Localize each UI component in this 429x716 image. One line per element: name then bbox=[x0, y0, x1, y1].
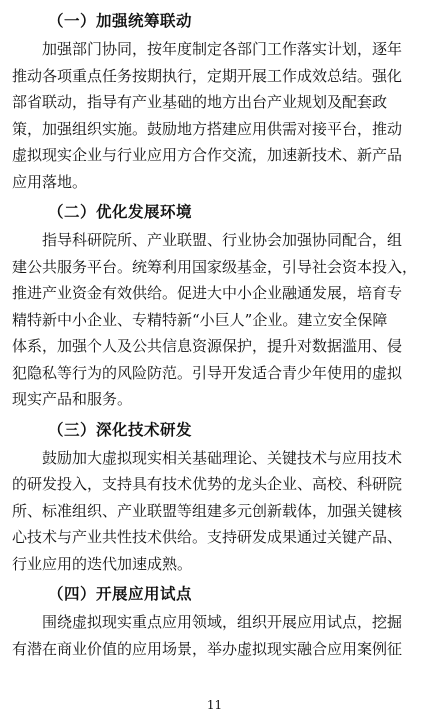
paragraph-line: 部省联动，指导有产业基础的地方出台产业规划及配套政 bbox=[12, 93, 388, 111]
section-1 bbox=[12, 6, 417, 195]
section-4 bbox=[12, 579, 417, 662]
section-heading: （一）加强统筹联动 bbox=[48, 12, 193, 30]
paragraph-line: 指导科研院所、产业联盟、行业协会加强协同配合，组 bbox=[42, 231, 403, 249]
section-2 bbox=[12, 197, 417, 413]
paragraph-line: 建公共服务平台。统筹利用国家级基金，引导社会资本投入， bbox=[12, 257, 417, 276]
paragraph-line: 所、标准组织、产业联盟等组建多元创新载体，加强关键核 bbox=[12, 501, 403, 520]
paragraph-line: 加强部门协同，按年度制定各部门工作落实计划，逐年 bbox=[42, 40, 403, 58]
section-paragraph bbox=[12, 36, 417, 195]
paragraph-line: 推进产业资金有效供给。促进大中小企业融通发展，培育专 bbox=[12, 284, 403, 302]
paragraph-line: 的研发投入，支持具有技术优势的龙头企业、高校、科研院 bbox=[12, 475, 403, 493]
paragraph-line: 犯隐私等行为的风险防范。引导开发适合青少年使用的虚拟 bbox=[12, 363, 403, 382]
section-paragraph bbox=[12, 227, 417, 413]
paragraph-line: 应用落地。 bbox=[12, 172, 88, 191]
paragraph-line: 有潜在商业价值的应用场景，举办虚拟现实融合应用案例征 bbox=[12, 639, 403, 658]
paragraph-line: 心技术与产业共性技术供给。支持研发成果通过关键产品、 bbox=[12, 528, 403, 546]
section-paragraph bbox=[12, 445, 417, 578]
paragraph-line: 推动各项重点任务按期执行，定期开展工作成效总结。强化 bbox=[12, 66, 403, 85]
paragraph-line: 体系，加强个人及公共信息资源保护，提升对数据滥用、侵 bbox=[12, 337, 403, 355]
paragraph-line: 现实产品和服务。 bbox=[12, 390, 133, 408]
paragraph-line: 策，加强组织实施。鼓励地方搭建应用供需对接平台，推动 bbox=[12, 119, 403, 138]
section-heading: （二）优化发展环境 bbox=[48, 203, 193, 221]
section-heading: （三）深化技术研发 bbox=[48, 420, 193, 439]
section-paragraph bbox=[12, 609, 417, 662]
paragraph-line: 精特新中小企业、专精特新“小巨人”企业。建立安全保障 bbox=[12, 310, 388, 329]
paragraph-line: 虚拟现实企业与行业应用方合作交流，加速新技术、新产品 bbox=[12, 146, 403, 164]
paragraph-line: 围绕虚拟现实重点应用领域，组织开展应用试点，挖掘 bbox=[42, 613, 403, 631]
paragraph-line: 行业应用的迭代加速成熟。 bbox=[12, 554, 193, 573]
section-3 bbox=[12, 415, 417, 578]
paragraph-line: 鼓励加大虚拟现实相关基础理论、关键技术与应用技术 bbox=[42, 448, 403, 467]
section-heading: （四）开展应用试点 bbox=[48, 585, 193, 603]
page-number: 11 bbox=[206, 698, 223, 712]
